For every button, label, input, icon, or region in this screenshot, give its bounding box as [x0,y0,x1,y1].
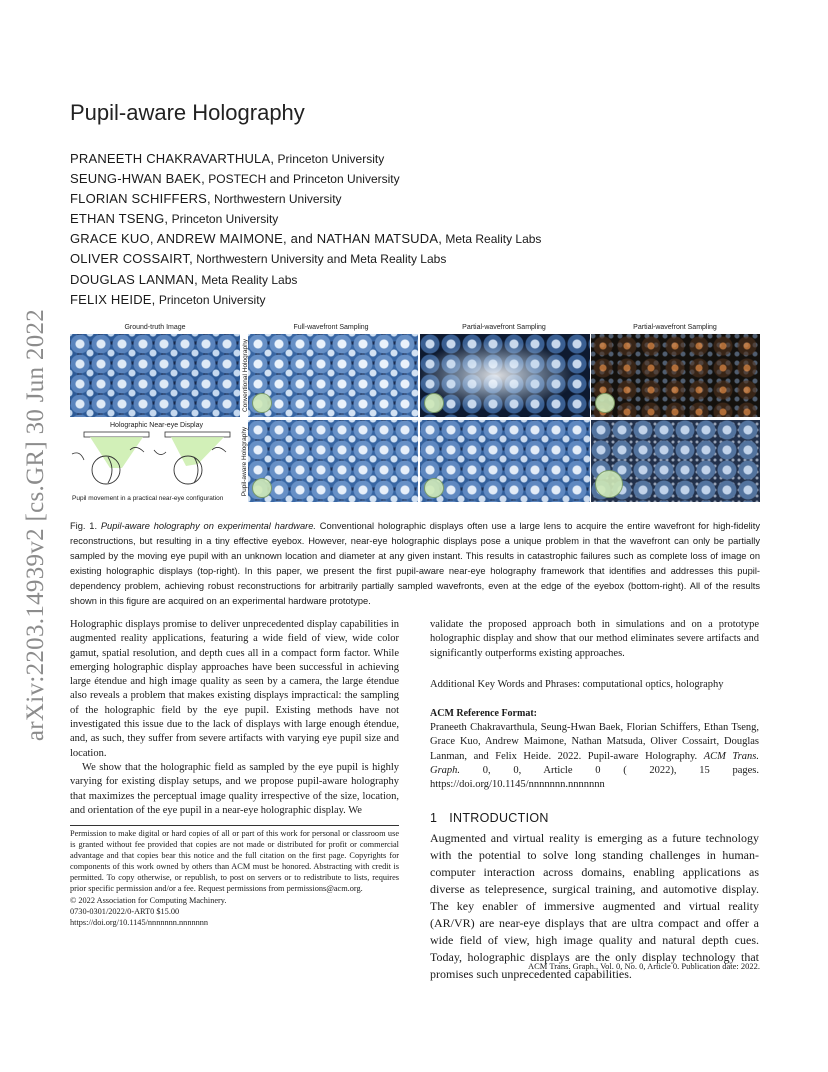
author-line [70,169,541,189]
right-column [430,618,759,983]
author-names: FLORIAN SCHIFFERS, [70,191,211,207]
author-line [70,209,541,229]
copyright-line: © 2022 Association for Computing Machinery. [70,895,227,905]
diagram-caption: Pupil movement in a practical near-eye configuration [72,495,224,502]
abstract-paragraph-1: Holographic displays promise to deliver unprecedented display capabilities in augmented reality applications, featuring a wide field of view, wide color gamut, spatial resolution, and depth cues all in a compact form factor. While emerging holographic display approaches have been successful in achieving large étendue and high image quality as seen by a camera, the large étendue also reveals a problem that makes existing displays impractical: the sampling of the holographic field by the eye pupil. Existing methods have not investigated this issue due to the lack of displays with large enough étendue, and, as such, they suffer from severe artifacts with varying eye pupil size and location. [70,619,399,759]
permission-footnote [70,828,399,928]
ground-truth-image [70,334,240,417]
author-affiliation: Meta Reality Labs [197,272,298,287]
keywords: Additional Key Words and Phrases: computational optics, holography [430,678,724,690]
pupil-indicator [595,470,623,498]
page-footer: ACM Trans. Graph., Vol. 0, No. 0, Article 0. Publication date: 2022. [527,961,760,971]
figure-caption-body: Conventional holographic displays often use a large lens to acquire the entire wavefront for high-fidelity reconstructions, but resulting in a tiny effective eyebox. However, near-eye holographic displays pose a unique problem in that the wavefront can only be partially sampled by the moving eye pupil with an unknown location and diameter at any given instant. This results in catastrophic failures such as complete loss of image on existing holographic displays (top-right). In this paper, we present the first pupil-aware near-eye holography framework that identifies and addresses this pupil-dependency problem, achieving robust reconstructions for arbitrarily partially sampled wavefronts, even at the edge of the eyebox (bottom-right). All of the results shown in this figure are acquired on an experimental hardware prototype. [70,521,760,606]
acm-reference-journal: ACM Trans. Graph. [430,750,759,777]
paper-title: Pupil-aware Holography [70,100,305,125]
author-affiliation: Northwestern University and Meta Reality Labs [192,252,447,267]
arxiv-id: arXiv:2203.14939v2 [cs.GR] 30 Jun 2022 [22,308,50,742]
teaser-figure [70,324,760,502]
author-names: FELIX HEIDE, [70,291,156,307]
row-label-conventional-text: Conventional Holography [241,339,249,412]
partial-wavefront-conventional-b [591,334,760,417]
pupil-movement-diagram-svg [70,430,240,500]
column-label-partial-wavefront-a: Partial-wavefront Sampling [462,324,546,331]
author-line [70,270,541,290]
pupil-indicator [595,393,615,413]
author-line [70,229,541,249]
pupil-indicator [252,393,272,413]
author-names: GRACE KUO, ANDREW MAIMONE, and NATHAN MATSUDA, [70,231,443,247]
author-names: OLIVER COSSAIRT, [70,251,193,267]
author-list [70,149,541,310]
column-label-ground-truth: Ground-truth Image [124,324,186,331]
author-affiliation: POSTECH and Princeton University [204,172,400,187]
partial-wavefront-pupil-aware-b [591,420,760,502]
permission-text: Permission to make digital or hard copies of all or part of this work for personal or classroom use is granted without fee provided that copies are not made or distributed for profit or commercial advantage and that copies bear this notice and the full citation on the first page. Copyrights for components of this work owned by others than ACM must be honored. Abstracting with credit is permitted. To copy otherwise, or republish, to post on servers or to redistribute to lists, requires prior specific permission and/or a fee. Request permissions from permissions@acm.org. [70,829,399,894]
abstract-paragraph-2: We show that the holographic field as sampled by the eye pupil is highly varying for existing display setups, and we propose pupil-aware holography that maximizes the perceptual image quality irrespective of the size, location, and orientation of the eye pupil in a near-eye holographic display. We [70,761,399,816]
diagram-label: Holographic Near-eye Display [110,422,203,429]
footnote-divider [70,825,399,826]
issn-line: 0730-0301/2022/0-ART0 $15.00 [70,906,180,916]
full-wavefront-conventional [248,334,418,417]
column-label-partial-wavefront-b: Partial-wavefront Sampling [633,324,717,331]
near-eye-display-diagram [70,422,240,502]
author-line [70,290,541,310]
acm-reference-details: 0, 0, Article 0 ( 2022), 15 pages. https://doi.org/10.1145/nnnnnnn.nnnnnnn [430,765,759,791]
author-names: SEUNG-HWAN BAEK, [70,171,205,187]
author-affiliation: Meta Reality Labs [442,232,542,247]
pupil-indicator [424,478,444,498]
author-affiliation: Princeton University [155,292,266,307]
author-line [70,249,541,269]
section-number: 1 [430,810,438,825]
acm-reference-text [430,721,759,792]
left-column [70,618,399,818]
author-line [70,189,541,209]
author-affiliation: Princeton University [274,152,385,166]
acm-reference-authors: Praneeth Chakravarthula, Seung-Hwan Baek, Florian Schiffers, Ethan Tseng, Grace Kuo, Andrew Maimone, Nathan Matsuda, Oliver Cossairt, Douglas Lanman, and Felix Heide. 2022. Pupil-aware Holography. [430,722,759,762]
author-affiliation: Northwestern University [210,192,342,207]
row-label-pupil-aware-text: Pupil-aware Holography [241,426,249,496]
figure-caption [70,519,760,609]
figure-caption-title: Pupil-aware holography on experimental hardware. [100,521,317,531]
author-line [70,149,541,169]
pupil-indicator [424,393,444,413]
introduction-text: Augmented and virtual reality is emerging as a future technology with the potential to solve long standing challenges in human-computer interaction across domains, enabling applications as diverse as telepresence, surgical training, and automotive display. The key enabler of immersive augmented and virtual reality (AR/VR) are near-eye displays that are ultra compact and offer a wide field of view, high image quality and natural depth cues. Today, holographic displays are the only display technology that promises such unprecedented capabilities. [430,830,759,981]
doi-line: https://doi.org/10.1145/nnnnnnn.nnnnnnn [70,917,209,927]
column-label-full-wavefront: Full-wavefront Sampling [293,324,369,331]
full-wavefront-pupil-aware [248,420,418,502]
arxiv-stamp [16,290,56,760]
pupil-indicator [252,478,272,498]
acm-reference-heading: ACM Reference Format: [430,708,537,720]
abstract-paragraph-3: validate the proposed approach both in simulations and on a prototype holographic display and show that our method eliminates severe artifacts and significantly outperforms existing approaches. [430,619,759,659]
author-affiliation: Princeton University [168,212,279,227]
partial-wavefront-conventional-a [420,334,590,417]
author-names: ETHAN TSENG, [70,211,169,227]
author-names: PRANEETH CHAKRAVARTHULA, [70,151,275,166]
section-heading [430,811,759,825]
section-title: INTRODUCTION [449,810,549,825]
author-names: DOUGLAS LANMAN, [70,271,198,287]
partial-wavefront-pupil-aware-a [420,420,590,502]
figure-caption-label: Fig. 1. [70,521,98,531]
